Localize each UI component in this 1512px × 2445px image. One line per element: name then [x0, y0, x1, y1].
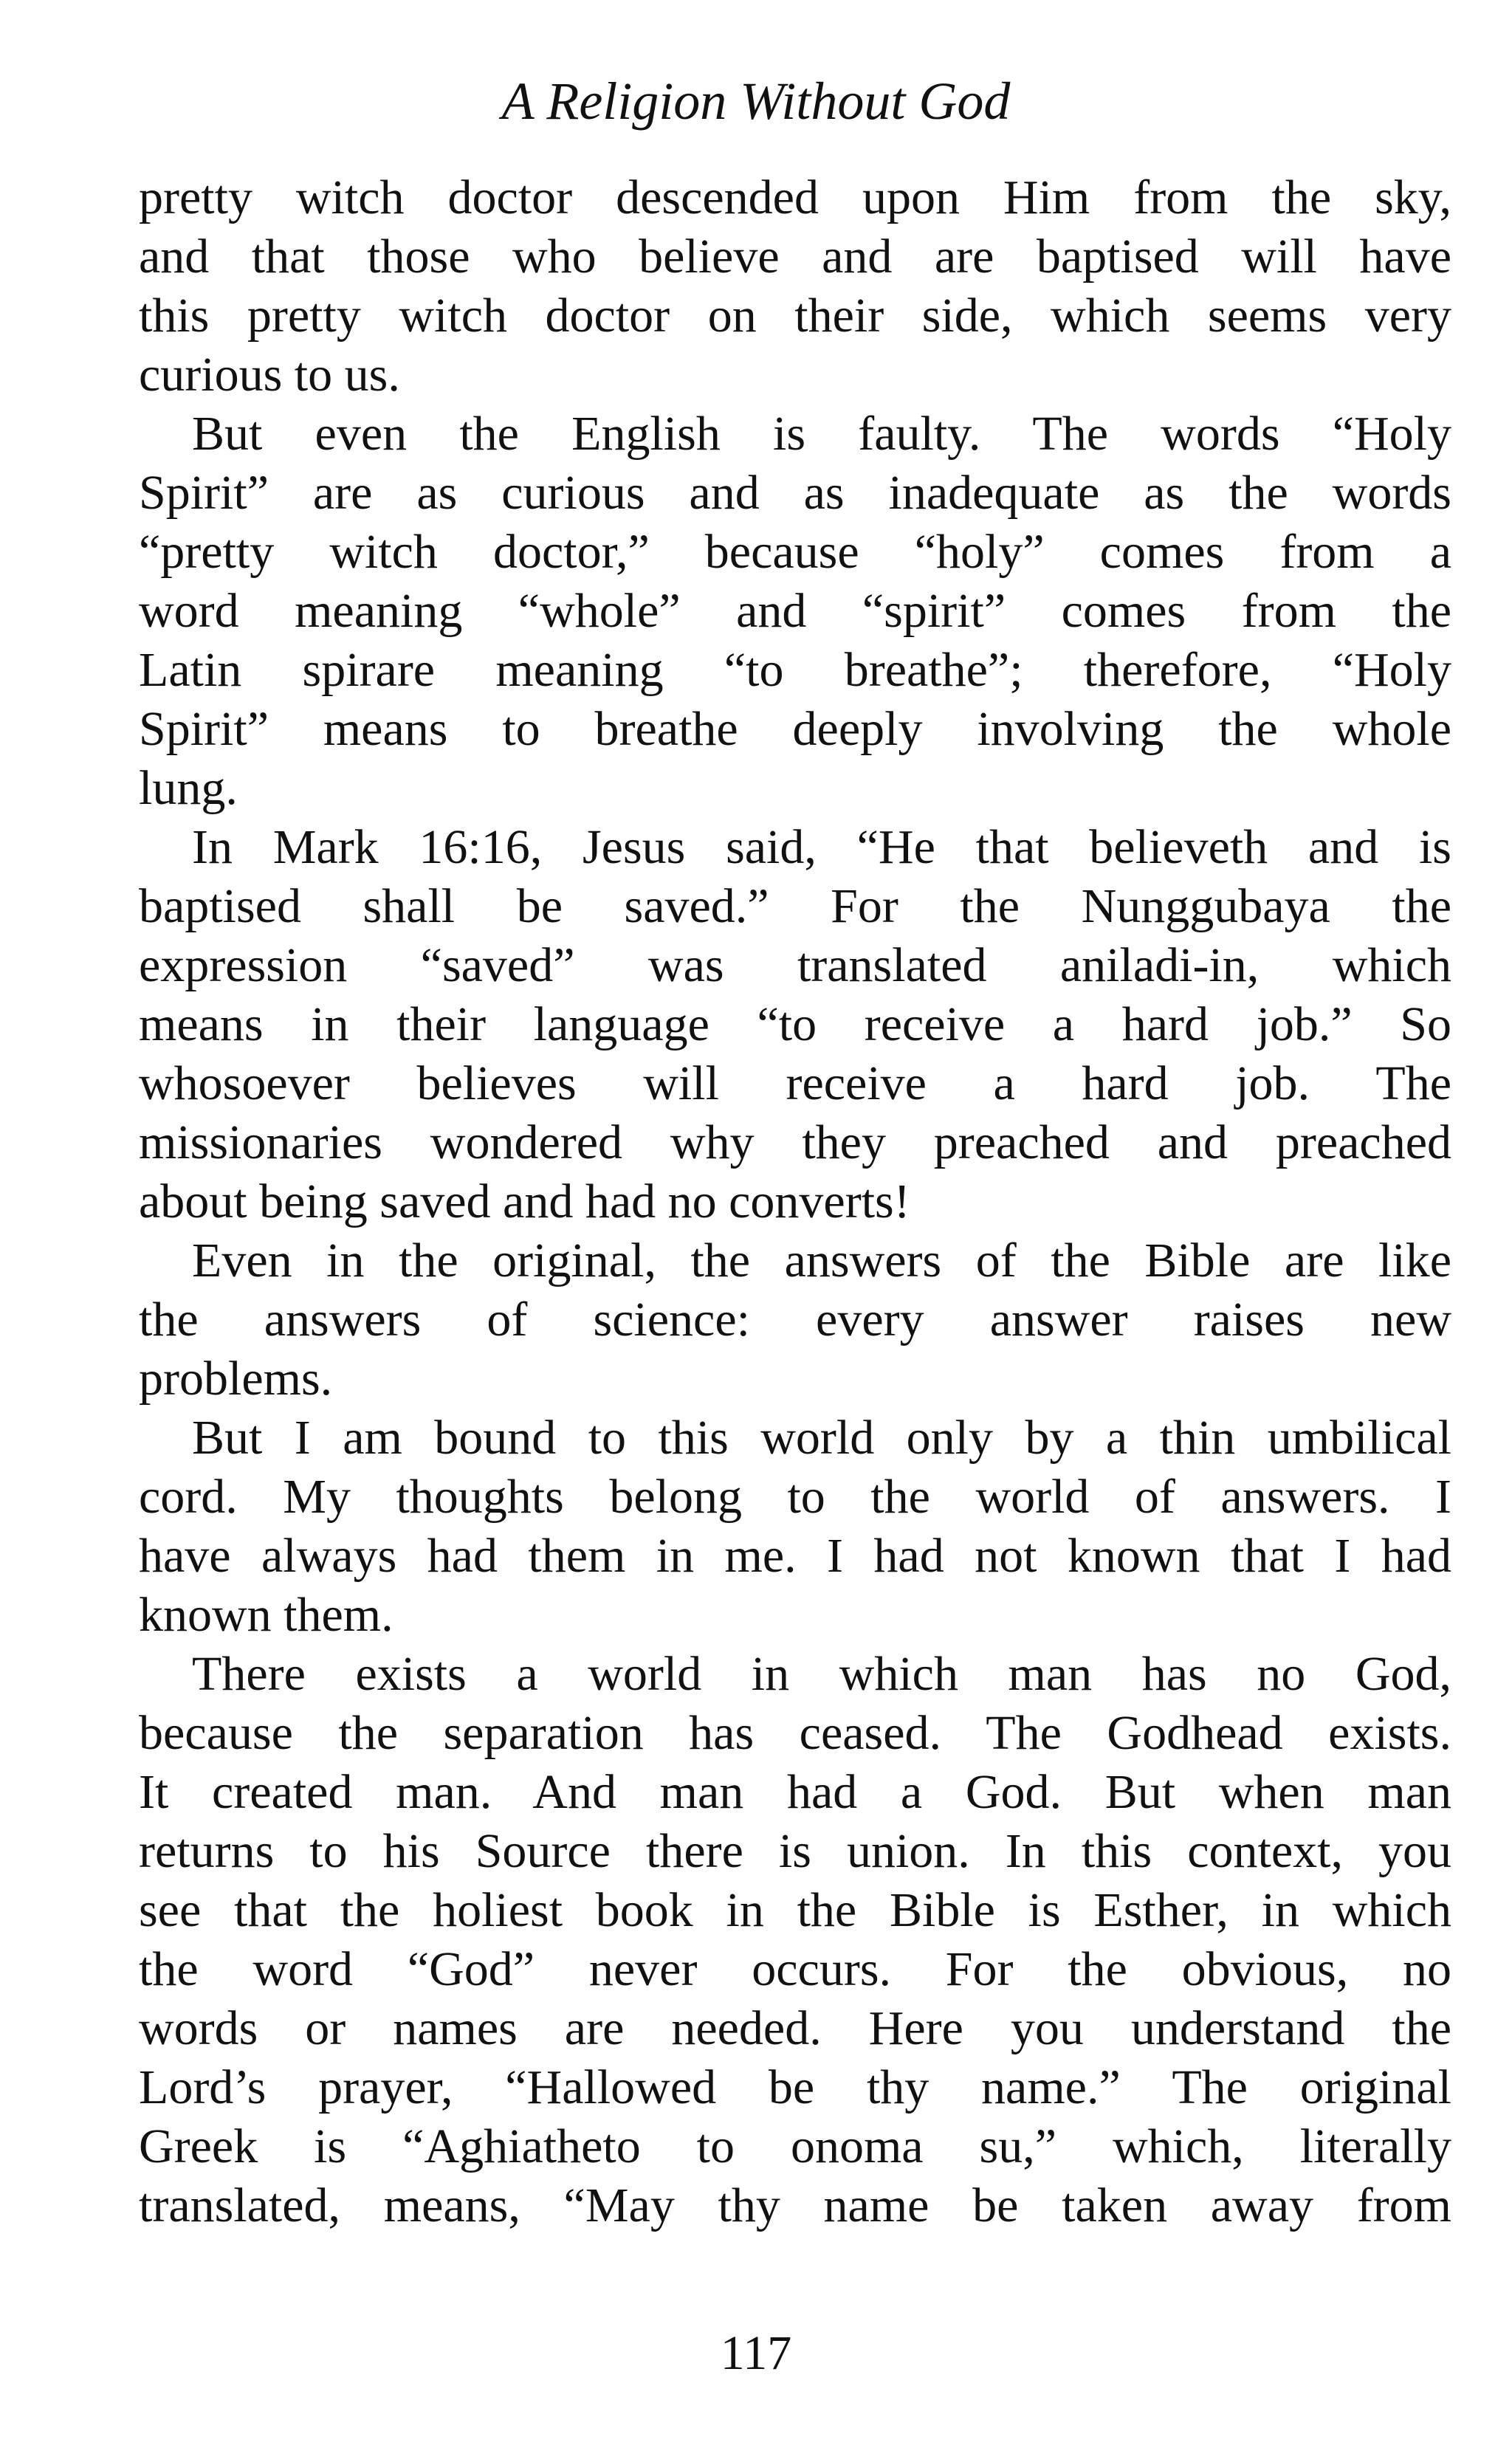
- text-line: known them.: [139, 1588, 394, 1642]
- text-line: But I am bound to this world only by a thin umbilical: [192, 1411, 1451, 1465]
- text-line: means in their language “to receive a hard job.” So: [139, 997, 1451, 1051]
- text-line: lung.: [139, 761, 238, 815]
- text-line: expression “saved” was translated aniladi-in, which: [139, 938, 1451, 992]
- body-text: [139, 168, 1451, 2235]
- text-line: Latin spirare meaning “to breathe”; therefore, “Holy: [139, 643, 1451, 697]
- text-line: about being saved and had no converts!: [139, 1175, 910, 1228]
- text-line: It created man. And man had a God. But when man: [139, 1765, 1451, 1819]
- text-line: Spirit” means to breathe deeply involving the whole: [139, 702, 1451, 756]
- text-line: problems.: [139, 1352, 333, 1406]
- text-line: word meaning “whole” and “spirit” comes from the: [139, 584, 1451, 638]
- running-head: A Religion Without God: [501, 72, 1011, 131]
- text-line: because the separation has ceased. The Godhead exists.: [139, 1706, 1451, 1760]
- text-line: translated, means, “May thy name be taken away from: [139, 2179, 1451, 2232]
- text-line: missionaries wondered why they preached and preached: [139, 1115, 1451, 1169]
- text-line: Greek is “Aghiatheto to onoma su,” which, literally: [139, 2119, 1451, 2173]
- text-line: words or names are needed. Here you understand the: [139, 2001, 1451, 2055]
- text-line: There exists a world in which man has no God,: [192, 1647, 1451, 1701]
- text-line: Lord’s prayer, “Hallowed be thy name.” The original: [139, 2060, 1451, 2114]
- text-line: see that the holiest book in the Bible is Esther, in which: [139, 1883, 1451, 1937]
- text-line: returns to his Source there is union. In this context, you: [139, 1824, 1451, 1878]
- text-line: Even in the original, the answers of the Bible are like: [192, 1234, 1451, 1287]
- text-line: whosoever believes will receive a hard job. The: [139, 1056, 1451, 1110]
- page-number: 117: [720, 2326, 792, 2380]
- text-line: In Mark 16:16, Jesus said, “He that believeth and is: [192, 820, 1451, 874]
- text-line: the word “God” never occurs. For the obvious, no: [139, 1942, 1451, 1996]
- text-line: this pretty witch doctor on their side, which seems very: [139, 289, 1451, 343]
- text-line: cord. My thoughts belong to the world of answers. I: [139, 1470, 1451, 1524]
- text-line: have always had them in me. I had not known that I had: [139, 1529, 1451, 1583]
- text-line: curious to us.: [139, 348, 400, 402]
- text-line: “pretty witch doctor,” because “holy” comes from a: [139, 525, 1451, 579]
- text-line: Spirit” are as curious and as inadequate as the words: [139, 466, 1451, 520]
- text-line: pretty witch doctor descended upon Him from the sky,: [139, 171, 1451, 224]
- text-line: baptised shall be saved.” For the Nunggubaya the: [139, 879, 1451, 933]
- text-line: the answers of science: every answer raises new: [139, 1293, 1451, 1347]
- text-line: and that those who believe and are baptised will have: [139, 230, 1451, 283]
- text-line: But even the English is faulty. The words “Holy: [192, 407, 1451, 461]
